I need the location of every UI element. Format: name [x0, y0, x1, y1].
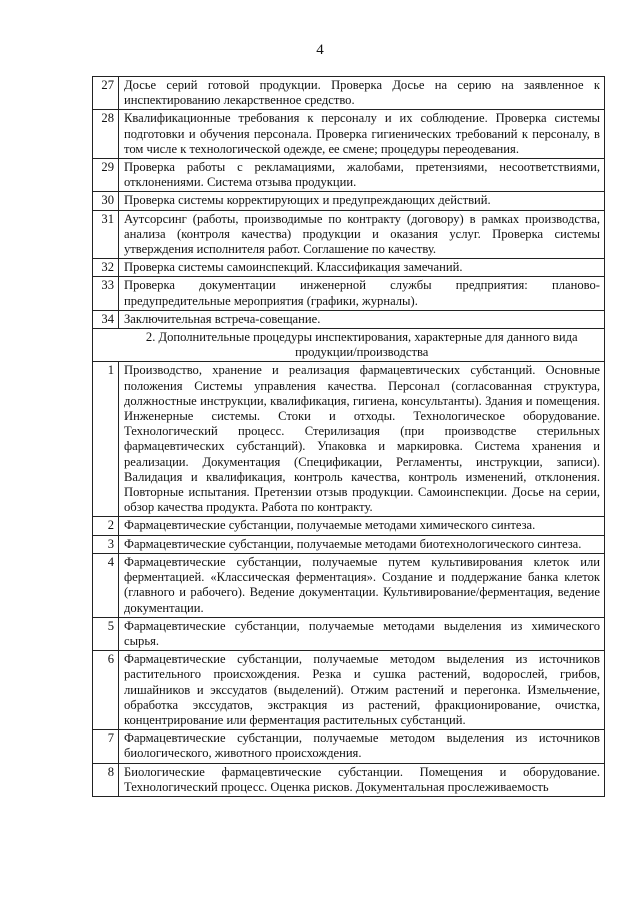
table-row [93, 259, 605, 277]
row-number: 34 [93, 310, 119, 328]
row-number: 33 [93, 277, 119, 310]
row-text: Аутсорсинг (работы, производимые по контракту (договору) в рамках производства, анализа (контроля качества) продукции и оказания услуг. Проверка системы утверждения исполнителя работ. Соглашение по качеству. [119, 210, 605, 259]
table-row [93, 535, 605, 553]
row-text: Проверка системы самоинспекций. Классификация замечаний. [119, 259, 605, 277]
row-number: 6 [93, 651, 119, 730]
row-number: 28 [93, 110, 119, 159]
row-text: Проверка системы корректирующих и предупреждающих действий. [119, 192, 605, 210]
table-row [93, 110, 605, 159]
row-text: Производство, хранение и реализация фармацевтических субстанций. Основные положения Системы управления качества. Персонал (согласованная структура, должностные инструкции, квалификация, гигиена, консультанты). Здания и помещения. Инженерные системы. Стоки и отходы. Технологическое оборудование. Технологический процесс. Стерилизация (при производстве стерильных фармацевтических субстанций). Упаковка и маркировка. Система хранения и реализации. Документация (Спецификации, Регламенты, инструкции, записи). Валидация и квалификация, контроль качества, контроль изменений, отклонения. Повторные испытания. Претензии отзыв продукции. Самоинспекции. Досье на серии, обзор качества продукта. Работа по контракту. [119, 362, 605, 517]
row-text: Фармацевтические субстанции, получаемые методами выделения из химического сырья. [119, 617, 605, 650]
table-row [93, 159, 605, 192]
row-text: Проверка документации инженерной службы предприятия: планово-предупредительные мероприятия (графики, журналы). [119, 277, 605, 310]
row-number: 4 [93, 553, 119, 617]
row-number: 30 [93, 192, 119, 210]
row-number: 31 [93, 210, 119, 259]
row-text: Фармацевтические субстанции, получаемые методом выделения из источников растительного происхождения. Резка и сушка растений, водорослей, грибов, лишайников и экссудатов (выделений). Отжим растений и перегонка. Измельчение, обработка экссудатов, экстракция из растений, фракционирование, очистка, концентрирование или ферментация растительных субстанций. [119, 651, 605, 730]
row-text: Фармацевтические субстанции, получаемые путем культивирования клеток или ферментацией. «Классическая ферментация». Создание и поддержание банка клеток (главного и рабочего). Ведение документации. Культивирование/ферментация, ведение документации. [119, 553, 605, 617]
page-number: 4 [316, 42, 324, 58]
row-number: 32 [93, 259, 119, 277]
table-row [93, 651, 605, 730]
section-number-cell [93, 329, 119, 362]
procedures-list-general [93, 77, 605, 329]
row-number: 27 [93, 77, 119, 110]
row-text: Фармацевтические субстанции, получаемые методом выделения из источников биологического, животного происхождения. [119, 730, 605, 763]
table-row [93, 362, 605, 517]
row-text: Проверка работы с рекламациями, жалобами, претензиями, несоответствиями, отклонениями. Система отзыва продукции. [119, 159, 605, 192]
table-row [93, 277, 605, 310]
section-header: 2. Дополнительные процедуры инспектирования, характерные для данного вида продукции/производства [119, 329, 605, 362]
row-number: 2 [93, 517, 119, 535]
table-row [93, 310, 605, 328]
row-number: 29 [93, 159, 119, 192]
row-text: Биологические фармацевтические субстанции. Помещения и оборудование. Технологический процесс. Оценка рисков. Документальная прослеживаемость [119, 763, 605, 796]
table-row [93, 517, 605, 535]
table-row [93, 77, 605, 110]
row-number: 5 [93, 617, 119, 650]
section-header-row [93, 329, 605, 362]
procedures-list-additional [93, 362, 605, 796]
row-number: 8 [93, 763, 119, 796]
table-row [93, 553, 605, 617]
section-2 [93, 329, 605, 362]
table-row [93, 192, 605, 210]
procedures-table [92, 76, 605, 797]
row-number: 3 [93, 535, 119, 553]
table-row [93, 730, 605, 763]
row-text: Квалификационные требования к персоналу и их соблюдение. Проверка системы подготовки и обучения персонала. Проверка гигиенических требований к персоналу, в том числе к технологической одежде, ее смене; процедуры переодевания. [119, 110, 605, 159]
row-text: Фармацевтические субстанции, получаемые методами химического синтеза. [119, 517, 605, 535]
row-number: 1 [93, 362, 119, 517]
row-text: Досье серий готовой продукции. Проверка Досье на серию на заявленное к инспектированию лекарственное средство. [119, 77, 605, 110]
table-row [93, 210, 605, 259]
row-number: 7 [93, 730, 119, 763]
table-row [93, 617, 605, 650]
row-text: Заключительная встреча-совещание. [119, 310, 605, 328]
row-text: Фармацевтические субстанции, получаемые методами биотехнологического синтеза. [119, 535, 605, 553]
table-row [93, 763, 605, 796]
